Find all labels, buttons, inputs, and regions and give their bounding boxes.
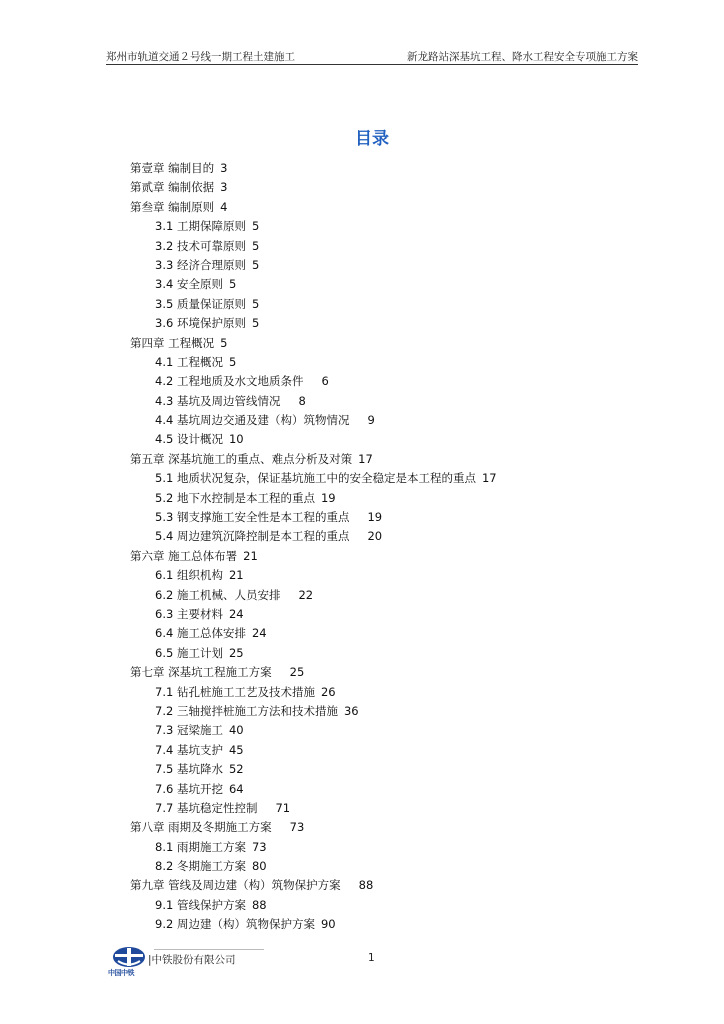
toc-entry-text: 4.2 工程地质及水文地质条件: [155, 374, 304, 389]
toc-entry-text: 7.1 钻孔桩施工工艺及技术措施: [155, 684, 315, 699]
toc-section-entry[interactable]: [130, 237, 610, 256]
toc-entry-page: 5: [251, 257, 260, 272]
header-left-text: 郑州市轨道交通２号线一期工程土建施工: [106, 51, 295, 63]
toc-entry-page: 5: [251, 238, 260, 253]
toc-entry-text: 第壹章 编制目的: [130, 161, 215, 175]
toc-entry-page: 52: [228, 762, 244, 777]
toc-entry-page: 88: [358, 878, 374, 893]
toc-chapter-entry[interactable]: [130, 159, 610, 178]
toc-entry-text: 3.2 技术可靠原则: [155, 238, 246, 253]
footer-divider: [154, 949, 264, 950]
toc-chapter-entry[interactable]: [130, 663, 610, 682]
toc-section-entry[interactable]: [130, 760, 610, 779]
toc-section-entry[interactable]: [130, 469, 610, 488]
toc-section-entry[interactable]: [130, 683, 610, 702]
toc-entry-text: 6.5 施工计划: [155, 645, 223, 660]
toc-entry-text: 7.7 基坑稳定性控制: [155, 800, 258, 815]
toc-entry-text: 6.3 主要材料: [155, 606, 223, 621]
toc-entry-text: 4.1 工程概况: [155, 354, 223, 369]
toc-entry-text: 6.1 组织机构: [155, 568, 223, 583]
toc-entry-page: 73: [251, 839, 267, 854]
toc-entry-text: 6.2 施工机械、人员安排: [155, 587, 281, 602]
toc-entry-text: 9.2 周边建（构）筑物保护方案: [155, 917, 315, 932]
toc-entry-text: 7.5 基坑降水: [155, 762, 223, 777]
toc-entry-page: 17: [358, 451, 373, 466]
toc-section-entry[interactable]: [130, 566, 610, 585]
toc-chapter-entry[interactable]: [130, 334, 610, 353]
toc-entry-text: 8.2 冬期施工方案: [155, 859, 246, 874]
toc-section-entry[interactable]: [130, 372, 610, 391]
toc-entry-page: 21: [243, 548, 258, 563]
toc-section-entry[interactable]: [130, 799, 610, 818]
toc-section-entry[interactable]: [130, 295, 610, 314]
toc-entry-page: 90: [320, 917, 336, 932]
toc-section-entry[interactable]: [130, 411, 610, 430]
toc-section-entry[interactable]: [130, 430, 610, 449]
toc-entry-text: 第五章 深基坑施工的重点、难点分析及对策: [130, 451, 353, 466]
toc-entry-text: 7.4 基坑支护: [155, 742, 223, 757]
toc-entry-page: 5: [220, 335, 228, 350]
company-name: |中铁股份有限公司: [148, 954, 236, 966]
toc-entry-page: 21: [228, 568, 244, 583]
toc-section-entry[interactable]: [130, 508, 610, 527]
toc-entry-text: 3.6 环境保护原则: [155, 316, 246, 331]
toc-entry-text: 第叁章 编制原则: [130, 199, 215, 214]
toc-entry-page: 3: [220, 161, 228, 175]
toc-entry-text: 3.1 工期保障原则: [155, 219, 246, 234]
toc-entry-page: 20: [367, 529, 383, 544]
toc-entry-text: 4.3 基坑及周边管线情况: [155, 393, 281, 408]
toc-entry-text: 7.6 基坑开挖: [155, 781, 223, 796]
toc-section-entry[interactable]: [130, 896, 610, 915]
toc-entry-text: 5.2 地下水控制是本工程的重点: [155, 490, 315, 505]
toc-section-entry[interactable]: [130, 857, 610, 876]
toc-section-entry[interactable]: [130, 838, 610, 857]
toc-entry-text: 4.5 设计概况: [155, 432, 223, 447]
toc-entry-page: 5: [251, 219, 260, 234]
toc-entry-page: 10: [228, 432, 244, 447]
page-footer: [108, 944, 608, 984]
toc-entry-page: 45: [228, 742, 244, 757]
toc-section-entry[interactable]: [130, 915, 610, 934]
toc-entry-page: 64: [228, 781, 244, 796]
toc-entry-text: 5.3 钢支撑施工安全性是本工程的重点: [155, 510, 350, 525]
toc-entry-page: 5: [251, 316, 260, 331]
toc-entry-text: 7.3 冠梁施工: [155, 723, 223, 738]
toc-section-entry[interactable]: [130, 275, 610, 294]
toc-entry-text: 4.4 基坑周边交通及建（构）筑物情况: [155, 413, 350, 428]
toc-entry-text: 第九章 管线及周边建（构）筑物保护方案: [130, 878, 341, 893]
toc-section-entry[interactable]: [130, 605, 610, 624]
toc-section-entry[interactable]: [130, 624, 610, 643]
toc-entry-text: 5.1 地质状况复杂，保证基坑施工中的安全稳定是本工程的重点: [155, 471, 476, 486]
toc-section-entry[interactable]: [130, 644, 610, 663]
toc-entry-page: 71: [275, 800, 291, 815]
toc-entry-page: 22: [298, 587, 314, 602]
toc-section-entry[interactable]: [130, 741, 610, 760]
toc-chapter-entry[interactable]: [130, 547, 610, 566]
toc-entry-page: 9: [367, 413, 375, 428]
toc-section-entry[interactable]: [130, 702, 610, 721]
toc-chapter-entry[interactable]: [130, 178, 610, 197]
table-of-contents: [130, 159, 610, 935]
toc-entry-page: 3: [220, 180, 228, 195]
toc-entry-text: 9.1 管线保护方案: [155, 897, 246, 912]
toc-entry-page: 4: [220, 199, 228, 214]
toc-section-entry[interactable]: [130, 353, 610, 372]
toc-entry-page: 36: [343, 703, 359, 718]
toc-entry-page: 26: [320, 684, 336, 699]
toc-entry-page: 80: [251, 859, 267, 874]
toc-chapter-entry[interactable]: [130, 818, 610, 837]
toc-entry-text: 5.4 周边建筑沉降控制是本工程的重点: [155, 529, 350, 544]
toc-entry-text: 第八章 雨期及冬期施工方案: [130, 820, 272, 835]
toc-entry-page: 40: [228, 723, 244, 738]
page-header: [106, 48, 638, 65]
toc-chapter-entry[interactable]: [130, 198, 610, 217]
toc-entry-page: 88: [251, 897, 267, 912]
toc-entry-page: 25: [289, 665, 305, 680]
toc-section-entry[interactable]: [130, 527, 610, 546]
header-right-text: 新龙路站深基坑工程、降水工程安全专项施工方案: [407, 51, 638, 63]
page-number: 1: [368, 952, 375, 964]
toc-entry-page: 25: [228, 645, 244, 660]
toc-section-entry[interactable]: [130, 489, 610, 508]
toc-section-entry[interactable]: [130, 217, 610, 236]
toc-section-entry[interactable]: [130, 586, 610, 605]
toc-entry-page: 8: [298, 393, 306, 408]
toc-chapter-entry[interactable]: [130, 450, 610, 469]
toc-entry-text: 7.2 三轴搅拌桩施工方法和技术措施: [155, 703, 338, 718]
toc-entry-page: 73: [289, 820, 305, 835]
toc-section-entry[interactable]: [130, 721, 610, 740]
toc-entry-text: 第七章 深基坑工程施工方案: [130, 665, 272, 680]
toc-section-entry[interactable]: [130, 780, 610, 799]
toc-entry-page: 24: [228, 606, 244, 621]
toc-title: 目录: [355, 129, 389, 149]
toc-entry-text: 第四章 工程概况: [130, 335, 215, 350]
toc-section-entry[interactable]: [130, 314, 610, 333]
toc-entry-page: 19: [367, 510, 383, 525]
toc-section-entry[interactable]: [130, 392, 610, 411]
toc-entry-text: 3.3 经济合理原则: [155, 257, 246, 272]
toc-entry-text: 第六章 施工总体布署: [130, 548, 238, 563]
toc-entry-text: 第贰章 编制依据: [130, 180, 215, 195]
toc-entry-page: 5: [251, 296, 260, 311]
toc-entry-text: 3.4 安全原则: [155, 277, 223, 292]
toc-section-entry[interactable]: [130, 256, 610, 275]
toc-entry-text: 6.4 施工总体安排: [155, 626, 246, 641]
logo-text: 中国中铁: [108, 969, 134, 977]
toc-entry-text: 3.5 质量保证原则: [155, 296, 246, 311]
toc-chapter-entry[interactable]: [130, 876, 610, 895]
toc-entry-page: 19: [320, 490, 336, 505]
toc-entry-page: 5: [228, 277, 237, 292]
toc-entry-text: 8.1 雨期施工方案: [155, 839, 246, 854]
toc-entry-page: 24: [251, 626, 267, 641]
toc-entry-page: 17: [481, 471, 497, 486]
toc-entry-page: 5: [228, 354, 237, 369]
toc-entry-page: 6: [321, 374, 329, 389]
